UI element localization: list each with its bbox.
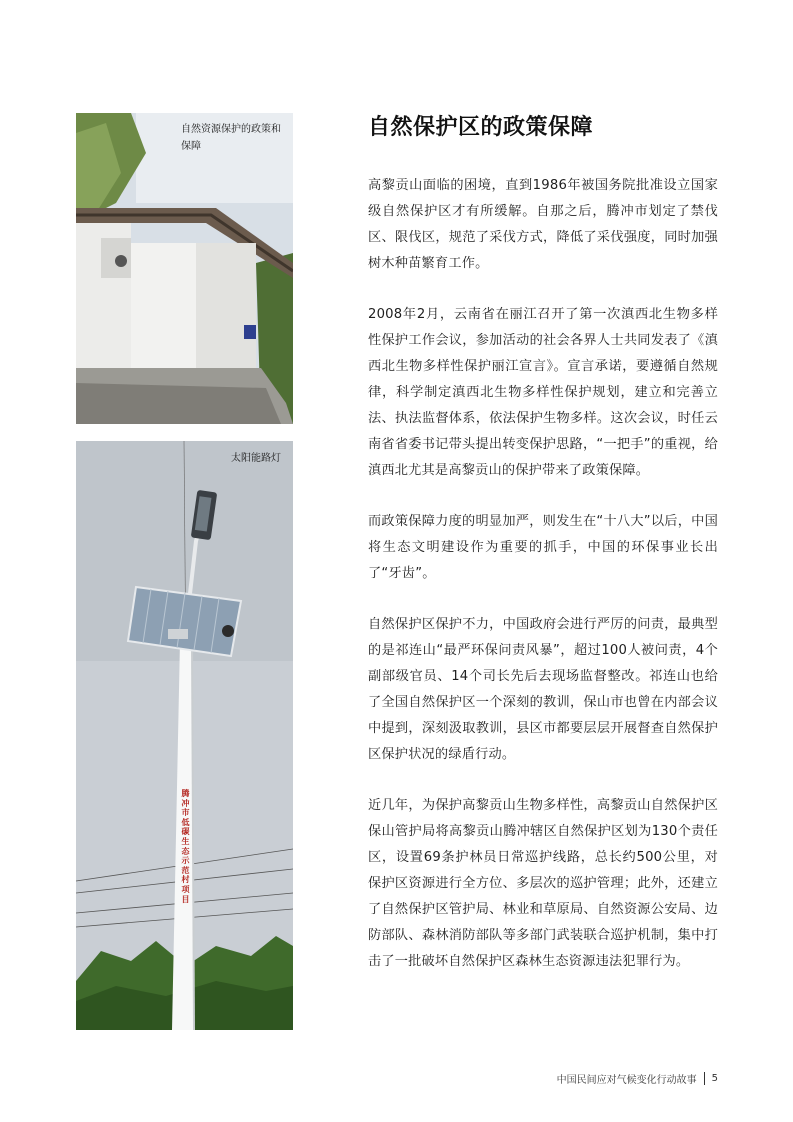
article-body — [368, 173, 718, 1000]
paragraph: 而政策保障力度的明显加严，则发生在“十八大”以后，中国将生态文明建设作为重要的抓手，中国的环保事业长出了“牙齿”。 — [368, 514, 718, 581]
paragraph: 高黎贡山面临的困境，直到1986年被国务院批准设立国家级自然保护区才有所缓解。自那之后，腾冲市划定了禁伐区、限伐区，规范了采伐方式，降低了采伐强度，同时加强树木种苗繁育工作。 — [368, 178, 718, 271]
streetlight-illustration — [76, 441, 293, 1030]
photo-caption: 自然资源保护的政策和保障 — [181, 124, 281, 152]
page-number: 5 — [711, 1073, 718, 1084]
photo-caption: 太阳能路灯 — [231, 453, 281, 464]
pole-text: 腾冲市低碳生态示范村项目 — [181, 789, 190, 904]
photo-solar-streetlight — [76, 441, 293, 1030]
building-illustration — [76, 113, 293, 424]
paragraph: 近几年，为保护高黎贡山生物多样性，高黎贡山自然保护区保山管护局将高黎贡山腾冲辖区自然保护区划为130个责任区，设置69条护林员日常巡护线路，总长约500公里，对保护区资源进行全方位、多层次的巡护管理；此外，还建立了自然保护区管护局、林业和草原局、自然资源公安局、边防部队、森林消防部队等多部门武装联合巡护机制，集中打击了一批破坏自然保护区森林生态资源违法犯罪行为。 — [368, 798, 718, 969]
article-title: 自然保护区的政策保障 — [368, 115, 594, 140]
page-footer — [557, 1071, 718, 1086]
paragraph: 自然保护区保护不力，中国政府会进行严厉的问责，最典型的是祁连山“最严环保问责风暴”，超过100人被问责，4个副部级官员、14个司长先后去现场监督整改。祁连山也给了全国自然保护区一个深刻的教训，保山市也曾在内部会议中提到，深刻汲取教训，县区市都要层层开展督查自然保护区保护状况的绿盾行动。 — [368, 617, 718, 762]
photo-building — [76, 113, 293, 424]
footer-divider — [704, 1072, 705, 1085]
publication-title: 中国民间应对气候变化行动故事 — [556, 1075, 697, 1086]
paragraph: 2008年2月，云南省在丽江召开了第一次滇西北生物多样性保护工作会议，参加活动的社会各界人士共同发表了《滇西北生物多样性保护丽江宣言》。宣言承诺，要遵循自然规律，科学制定滇西北生物多样性保护规划，建立和完善立法、执法监督体系，依法保护生物多样。这次会议，时任云南省省委书记带头提出转变保护思路，“一把手”的重视，给滇西北尤其是高黎贡山的保护带来了政策保障。 — [368, 307, 718, 478]
